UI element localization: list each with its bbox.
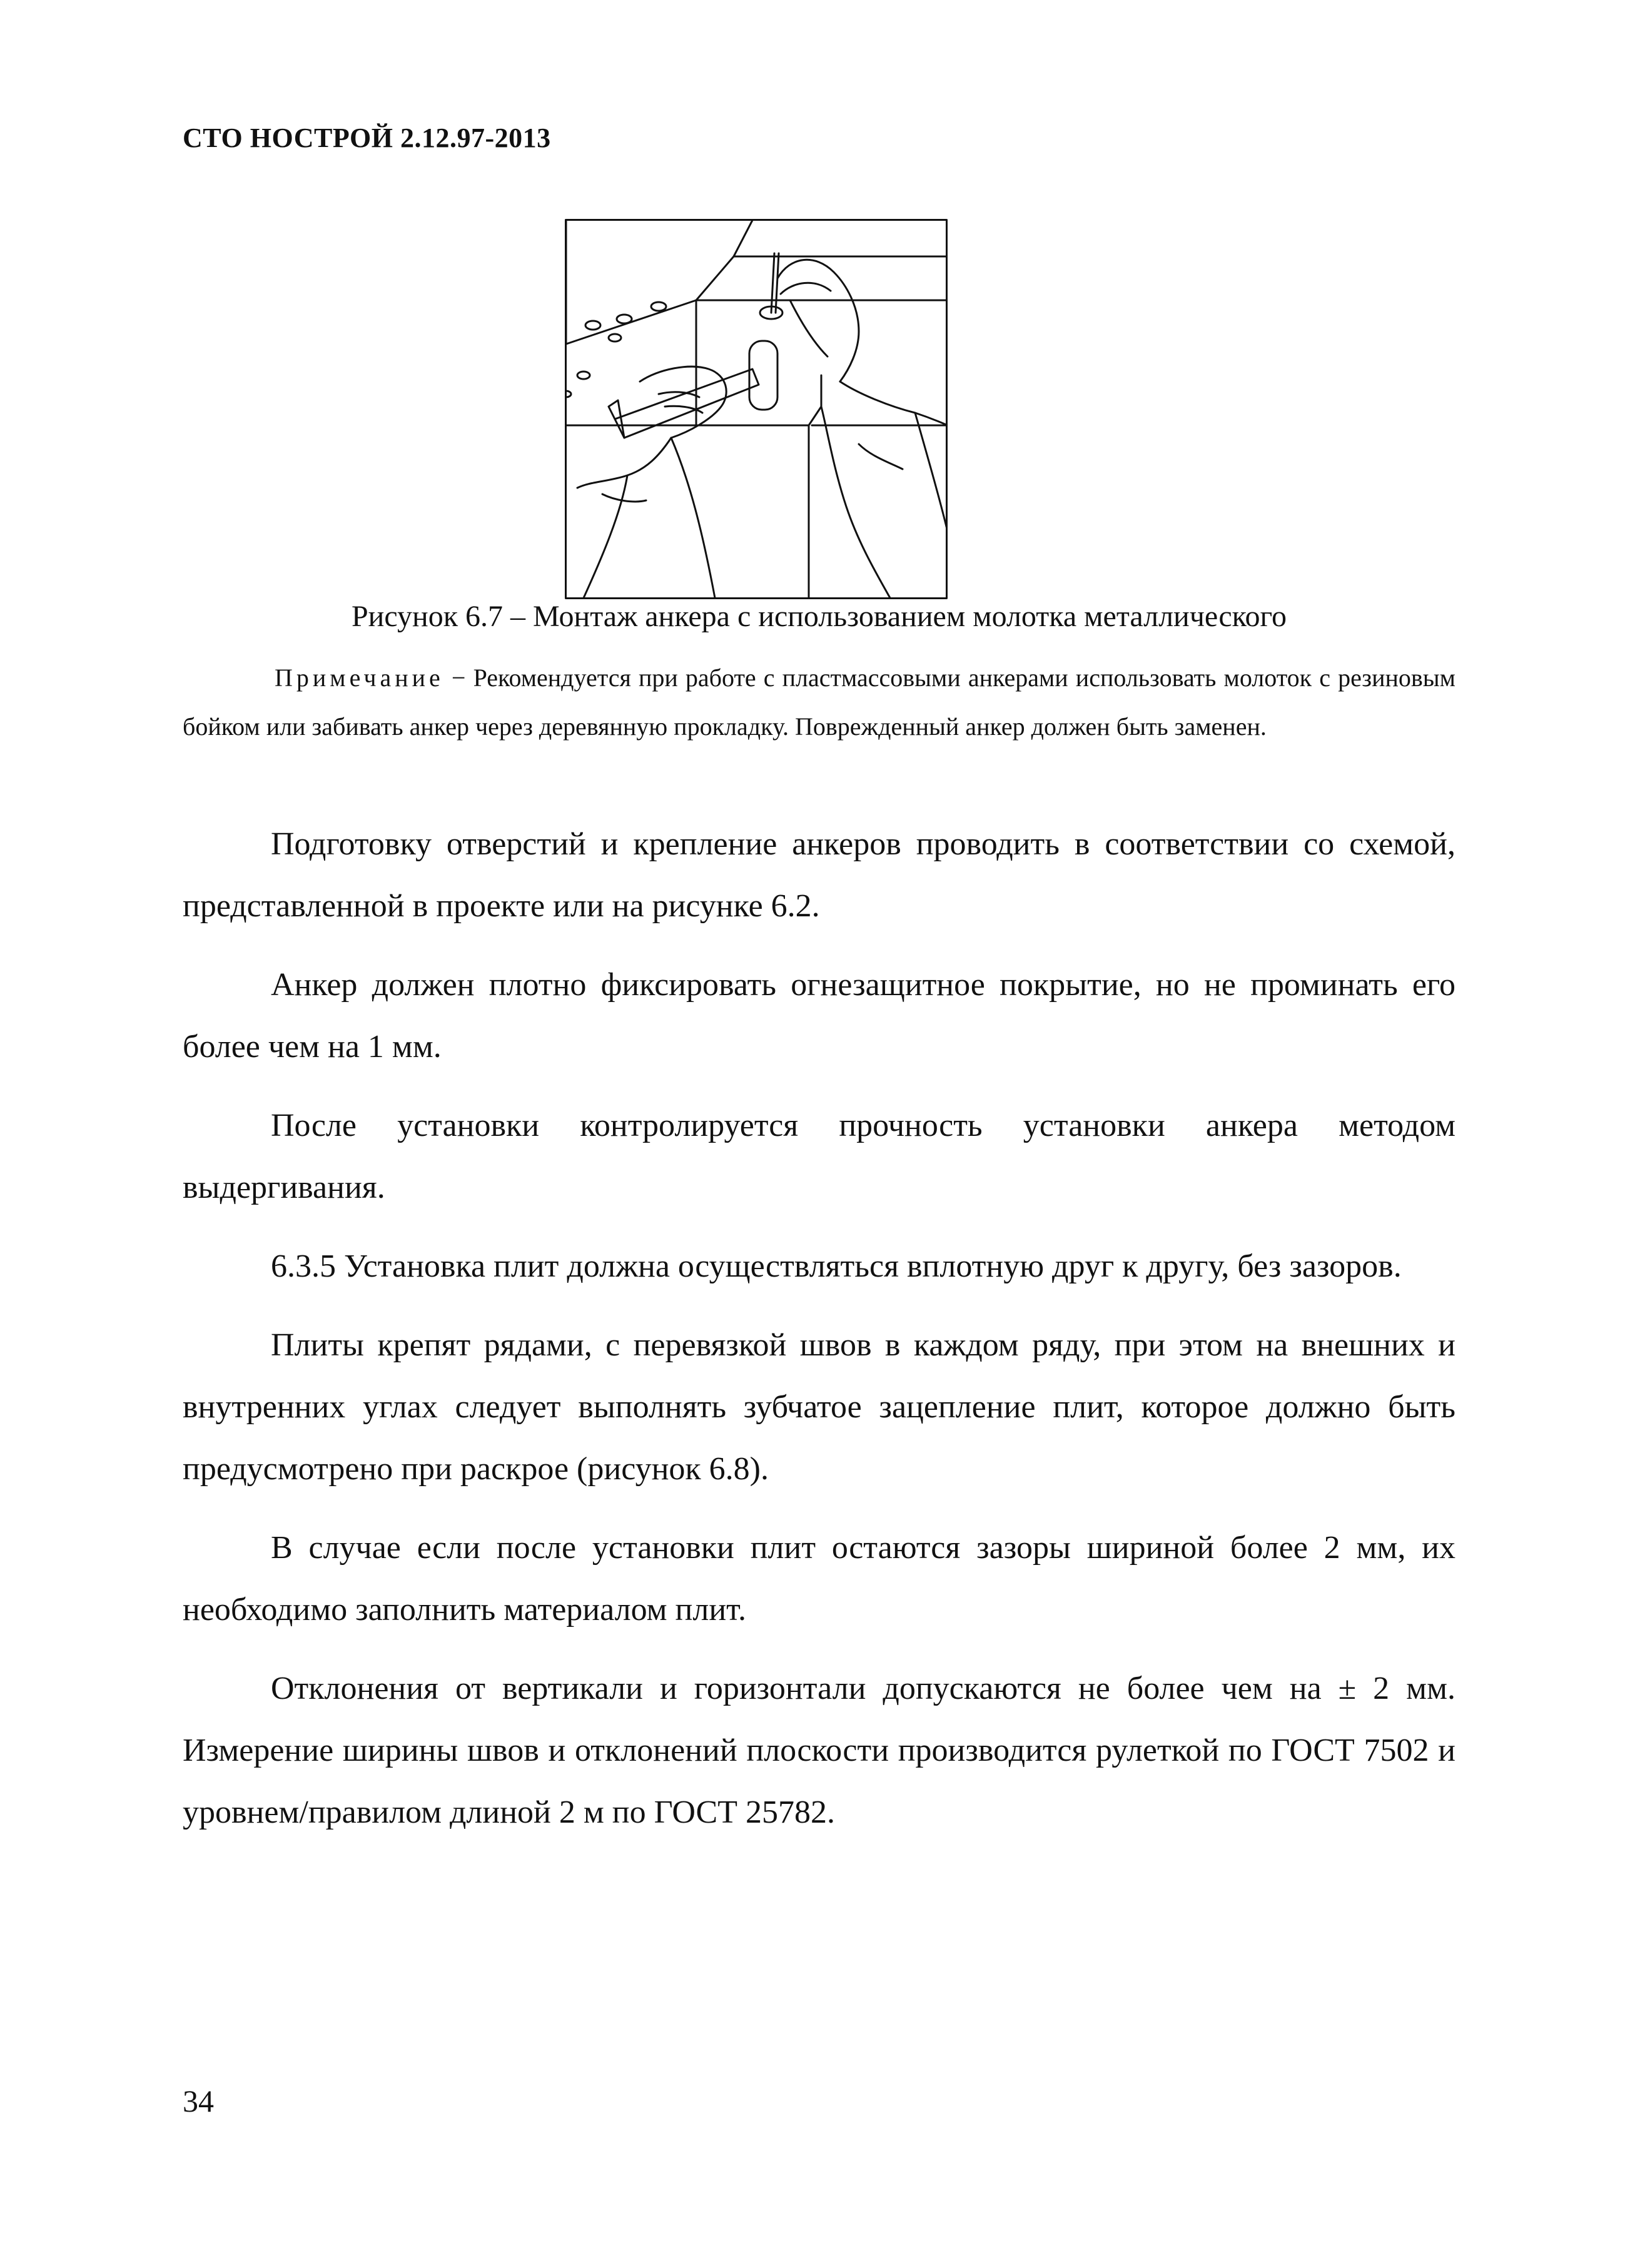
wall-surface — [566, 300, 948, 344]
hammer-handle — [615, 369, 759, 438]
note-label: Примечание — [275, 664, 444, 692]
left-sleeve — [577, 438, 671, 488]
right-sleeve — [840, 382, 948, 425]
paragraph: 6.3.5 Установка плит должна осуществляться вплотную друг к другу, без зазоров. — [271, 1248, 1402, 1284]
paragraph: Отклонения от вертикали и горизонтали допускаются не более чем на ± 2 мм. Измерение ширины швов и отклонений плоскости производится рулеткой по ГОСТ 7502 и уровнем/правилом длиной 2 м по ГОСТ 25782. — [183, 1671, 1455, 1830]
figure-caption: Рисунок 6.7 – Монтаж анкера с использованием молотка металлического — [351, 600, 1287, 633]
body-text — [183, 813, 1455, 1860]
anchor-hole — [651, 302, 666, 311]
anchor-hole — [617, 315, 632, 323]
paragraph: Плиты крепят рядами, с перевязкой швов в каждом ряду, при этом на внешних и внутренних углах следует выполнять зубчатое зацепление плит, которое должно быть предусмотрено при раскрое (рисунок 6.8). — [183, 1327, 1455, 1487]
figure-anchor-mounting-illustration — [565, 219, 948, 599]
paragraph: В случае если после установки плит остаются зазоры шириной более 2 мм, их необходимо заполнить материалом плит. — [183, 1530, 1455, 1628]
paragraph: После установки контролируется прочность установки анкера методом выдергивания. — [183, 1108, 1455, 1205]
page-number: 34 — [183, 2083, 214, 2119]
document-code-header: СТО НОСТРОЙ 2.12.97-2013 — [183, 123, 551, 153]
note-dash: − — [443, 664, 473, 692]
anchor-hole — [585, 321, 600, 330]
note-text: Рекомендуется при работе с пластмассовыми анкерами использовать молоток с резиновым бойком или забивать анкер через деревянную прокладку. Поврежденный анкер должен быть заменен. — [183, 664, 1455, 741]
hammer-head — [749, 341, 777, 410]
paragraph: Подготовку отверстий и крепление анкеров проводить в соответствии со схемой, представленной в проекте или на рисунке 6.2. — [183, 826, 1455, 924]
anchor-hole — [577, 372, 590, 379]
anchor-pin — [771, 253, 774, 313]
fire-protection-plate — [737, 425, 809, 598]
note-block — [183, 654, 1455, 751]
anchor-hole — [609, 334, 621, 342]
right-hand — [777, 260, 859, 382]
paragraph: Анкер должен плотно фиксировать огнезащитное покрытие, но не проминать его более чем на 1 мм. — [183, 967, 1455, 1065]
